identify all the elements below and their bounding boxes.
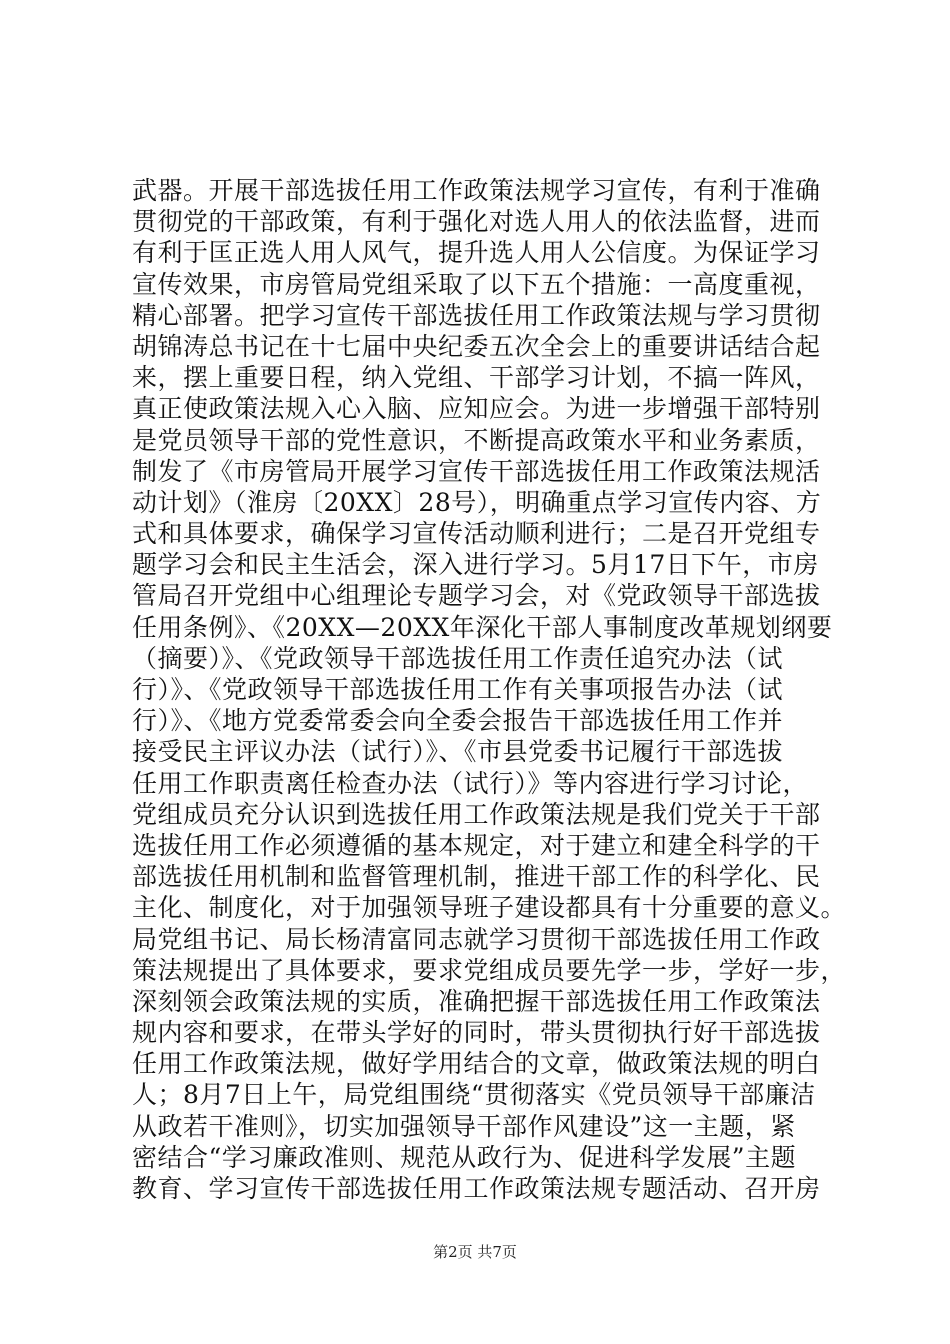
text-line: 胡锦涛总书记在十七届中央纪委五次全会上的重要讲话结合起 <box>132 331 821 361</box>
text-line: 策法规提出了具体要求，要求党组成员要先学一步，学好一步， <box>132 955 847 985</box>
text-line: 真正使政策法规入心入脑、应知应会。为进一步增强干部特别 <box>132 394 821 424</box>
text-line: 任用工作政策法规，做好学用结合的文章，做政策法规的明白 <box>132 1049 821 1079</box>
text-line: 式和具体要求，确保学习宣传活动顺利进行；二是召开党组专 <box>132 519 821 549</box>
text-line: 宣传效果，市房管局党组采取了以下五个措施：一高度重视， <box>132 269 821 299</box>
text-line: 主化、制度化，对于加强领导班子建设都具有十分重要的意义。 <box>132 893 847 923</box>
text-line: 密结合“学习廉政准则、规范从政行为、促进科学发展”主题 <box>132 1142 797 1172</box>
body-paragraph <box>132 175 847 1204</box>
text-line: 任用工作职责离任检查办法（试行）》等内容进行学习讨论， <box>132 768 809 798</box>
text-line: 动计划》（淮房〔20XX〕28号），明确重点学习宣传内容、方 <box>132 487 822 517</box>
text-line: 人；8月7日上午，局党组围绕“贯彻落实《党员领导干部廉洁 <box>132 1080 816 1110</box>
text-line: 是党员领导干部的党性意识，不断提高政策水平和业务素质， <box>132 425 821 455</box>
text-line: 接受民主评议办法（试行）》、《市县党委书记履行干部选拔 <box>132 737 784 767</box>
text-line: 贯彻党的干部政策，有利于强化对选人用人的依法监督，进而 <box>132 207 821 237</box>
text-line: 制发了《市房管局开展学习宣传干部选拔任用工作政策法规活 <box>132 456 821 486</box>
text-line: 深刻领会政策法规的实质，准确把握干部选拔任用工作政策法 <box>132 986 821 1016</box>
text-line: 有利于匡正选人用人风气，提升选人用人公信度。为保证学习 <box>132 238 821 268</box>
text-line: 部选拔任用机制和监督管理机制，推进干部工作的科学化、民 <box>132 862 821 892</box>
text-line: 管局召开党组中心组理论专题学习会，对《党政领导干部选拔 <box>132 581 821 611</box>
text-line: 精心部署。把学习宣传干部选拔任用工作政策法规与学习贯彻 <box>132 300 821 330</box>
text-line: 来，摆上重要日程，纳入党组、干部学习计划，不搞一阵风， <box>132 363 821 393</box>
text-line: 教育、学习宣传干部选拔任用工作政策法规专题活动、召开房 <box>132 1174 821 1203</box>
text-line: 题学习会和民主生活会，深入进行学习。5月17日下午，市房 <box>132 550 819 580</box>
text-line: 从政若干准则》，切实加强领导干部作风建设”这一主题，紧 <box>132 1111 796 1141</box>
page-number-footer: 第2页 共7页 <box>433 1243 517 1261</box>
text-line: 规内容和要求，在带头学好的同时，带头贯彻执行好干部选拔 <box>132 1018 821 1048</box>
text-line: 行）》、《地方党委常委会向全委会报告干部选拔任用工作并 <box>132 706 784 736</box>
text-line: 局党组书记、局长杨清富同志就学习贯彻干部选拔任用工作政 <box>132 924 821 954</box>
text-line: 武器。开展干部选拔任用工作政策法规学习宣传，有利于准确 <box>132 176 821 205</box>
text-line: （摘要）》、《党政领导干部选拔任用工作责任追究办法（试 <box>132 643 784 673</box>
text-line: 任用条例》、《20XX—20XX年深化干部人事制度改革规划纲要 <box>132 612 833 642</box>
text-line: 行）》、《党政领导干部选拔任用工作有关事项报告办法（试 <box>132 675 784 704</box>
text-line: 选拔任用工作必须遵循的基本规定，对于建立和建全科学的干 <box>132 830 821 860</box>
text-line: 党组成员充分认识到选拔任用工作政策法规是我们党关于干部 <box>132 799 821 829</box>
